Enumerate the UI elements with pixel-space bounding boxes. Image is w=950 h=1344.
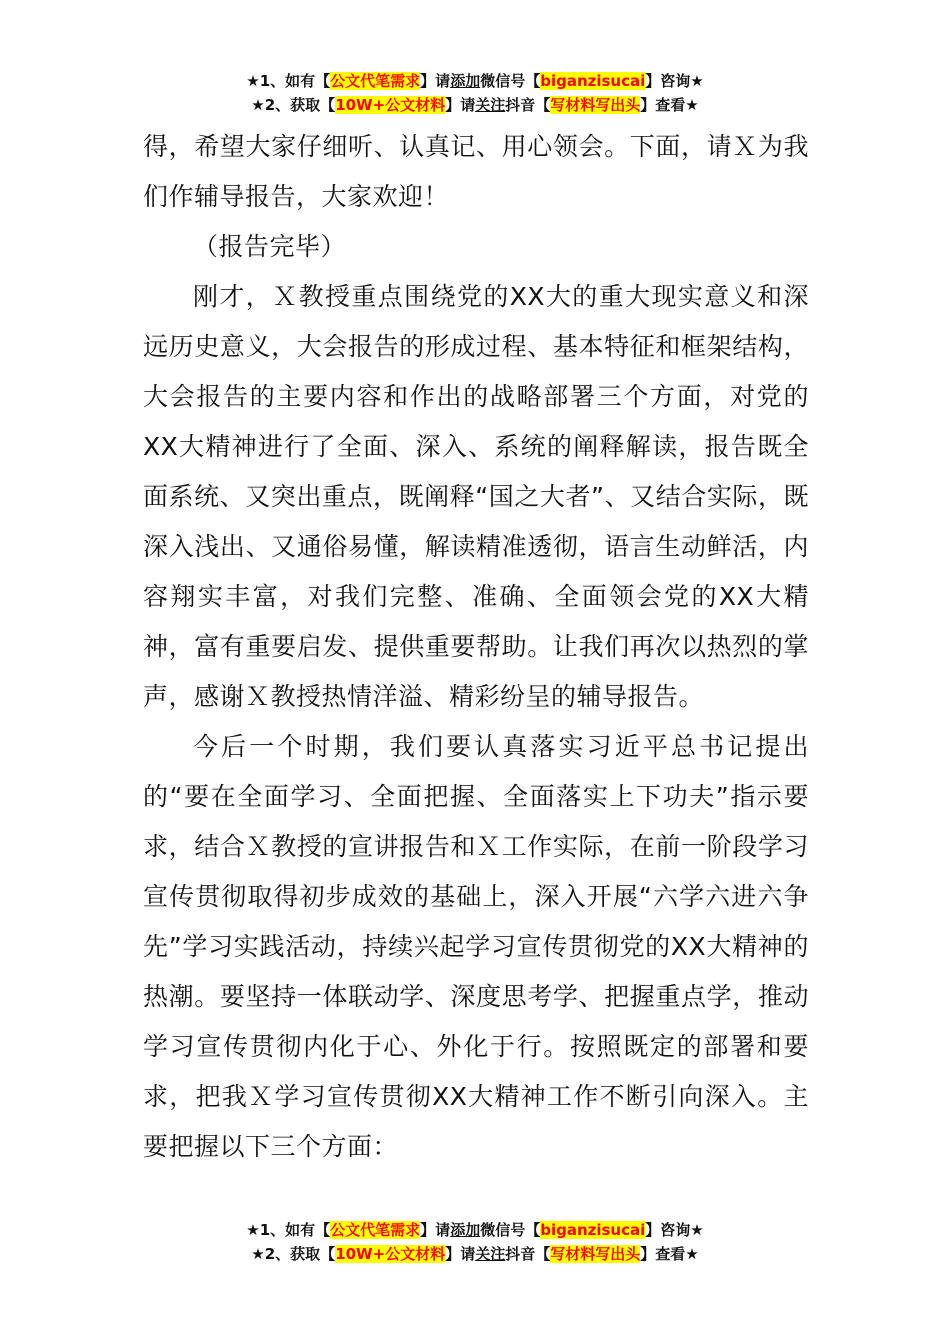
banner-line-1: ★1、如有【公文代笔需求】请添加微信号【biganzisucai】咨询★ [246,1221,704,1239]
banner-highlight: 写材料写出头 [550,96,641,114]
banner-highlight: 10W+公文材料 [335,1245,446,1263]
banner-highlight: 公文代笔需求 [330,72,421,90]
paragraph: （报告完毕） [193,232,347,261]
banner-line-1: ★1、如有【公文代笔需求】请添加微信号【biganzisucai】咨询★ [246,72,704,90]
banner-highlight: biganzisucai [540,1221,646,1239]
paragraph: 得，希望大家仔细听、认真记、用心领会。下面，请Ｘ为我们作辅导报告，大家欢迎！ [143,132,809,211]
bottom-banner [0,1218,950,1266]
paragraph: 刚才，Ｘ教授重点围绕党的XX大的重大现实意义和深远历史意义，大会报告的形成过程、基本特征和框架结构，大会报告的主要内容和作出的战略部署三个方面，对党的XX大精神进行了全面、深入、系统的阐释解读，报告既全面系统、又突出重点，既阐释“国之大者”、又结合实际，既深入浅出、又通俗易懂，解读精准透彻，语言生动鲜活，内容翔实丰富，对我们完整、准确、全面领会党的XX大精神，富有重要启发、提供重要帮助。让我们再次以热烈的掌声，感谢Ｘ教授热情洋溢、精彩纷呈的辅导报告。 [143,282,809,711]
banner-highlight: 10W+公文材料 [335,96,446,114]
paragraph: 今后一个时期，我们要认真落实习近平总书记提出的“要在全面学习、全面把握、全面落实上下功夫”指示要求，结合Ｘ教授的宣讲报告和Ｘ工作实际，在前一阶段学习宣传贯彻取得初步成效的基础上，深入开展“六学六进六争先”学习实践活动，持续兴起学习宣传贯彻党的XX大精神的热潮。要坚持一体联动学、深度思考学、把握重点学，推动学习宣传贯彻内化于心、外化于行。按照既定的部署和要求，把我Ｘ学习宣传贯彻XX大精神工作不断引向深入。主要把握以下三个方面： [143,732,809,1161]
banner-highlight: biganzisucai [540,72,646,90]
document-body [143,122,809,1172]
banner-line-2: ★2、获取【10W+公文材料】请关注抖音【写材料写出头】查看★ [251,1245,699,1263]
banner-highlight: 写材料写出头 [550,1245,641,1263]
banner-highlight: 公文代笔需求 [330,1221,421,1239]
banner-line-2: ★2、获取【10W+公文材料】请关注抖音【写材料写出头】查看★ [251,96,699,114]
top-banner [0,69,950,117]
